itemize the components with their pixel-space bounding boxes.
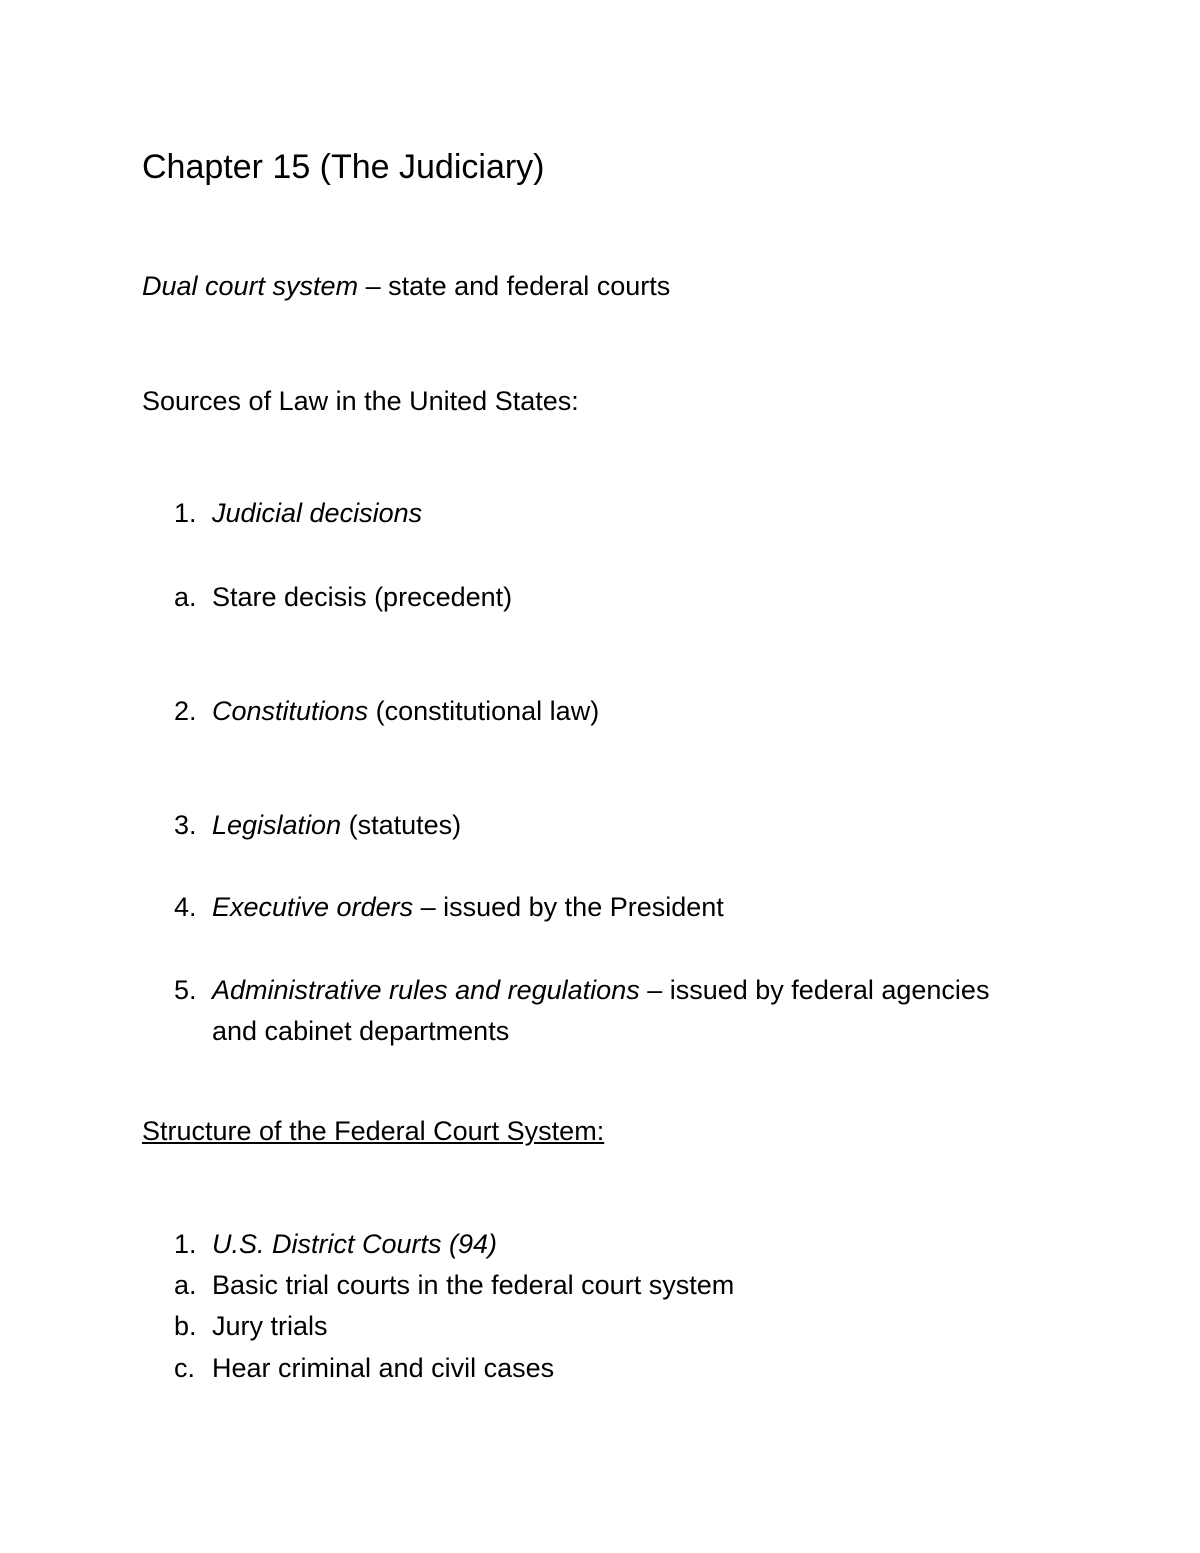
list-marker: a. xyxy=(174,582,197,612)
list-item-text: Hear criminal and civil cases xyxy=(212,1353,555,1383)
list-item-term: Constitutions xyxy=(212,696,369,726)
list-item xyxy=(174,493,422,533)
list-item-term: Legislation xyxy=(212,810,342,840)
list-item xyxy=(174,1306,328,1346)
list-item-text: (statutes) xyxy=(341,810,462,840)
dual-court-definition: – state and federal courts xyxy=(358,271,671,301)
sources-heading: Sources of Law in the United States: xyxy=(142,386,579,416)
list-item xyxy=(174,887,724,927)
list-item-text: Basic trial courts in the federal court system xyxy=(212,1270,735,1300)
list-item xyxy=(174,805,461,845)
list-item-text: – issued by federal agencies xyxy=(639,975,990,1005)
list-item-text: (constitutional law) xyxy=(368,696,600,726)
list-item xyxy=(174,970,989,1010)
list-marker: c. xyxy=(174,1353,196,1383)
list-item-text: – issued by the President xyxy=(413,892,724,922)
list-item xyxy=(174,1265,734,1305)
dual-court-term: Dual court system xyxy=(142,271,359,301)
list-item-term: U.S. District Courts (94) xyxy=(212,1229,498,1259)
list-marker: 1. xyxy=(174,1229,197,1259)
list-item-term: Administrative rules and regulations xyxy=(212,975,640,1005)
structure-heading: Structure of the Federal Court System: xyxy=(142,1116,605,1146)
list-item xyxy=(174,691,599,731)
list-item-text: Stare decisis (precedent) xyxy=(212,582,513,612)
page-title: Chapter 15 (The Judiciary) xyxy=(142,148,545,186)
list-item-term: Executive orders xyxy=(212,892,414,922)
dual-court-line xyxy=(142,266,670,306)
list-marker: 1. xyxy=(174,498,197,528)
list-marker: 5. xyxy=(174,975,197,1005)
list-item xyxy=(174,577,512,617)
list-item-term: Judicial decisions xyxy=(212,498,423,528)
list-marker: b. xyxy=(174,1311,197,1341)
list-marker: 2. xyxy=(174,696,197,726)
list-marker: a. xyxy=(174,1270,197,1300)
list-item-text: Jury trials xyxy=(212,1311,328,1341)
list-item-continuation: and cabinet departments xyxy=(212,1016,510,1046)
list-item xyxy=(174,1348,554,1388)
list-marker: 3. xyxy=(174,810,197,840)
list-marker: 4. xyxy=(174,892,197,922)
list-item xyxy=(174,1224,497,1264)
